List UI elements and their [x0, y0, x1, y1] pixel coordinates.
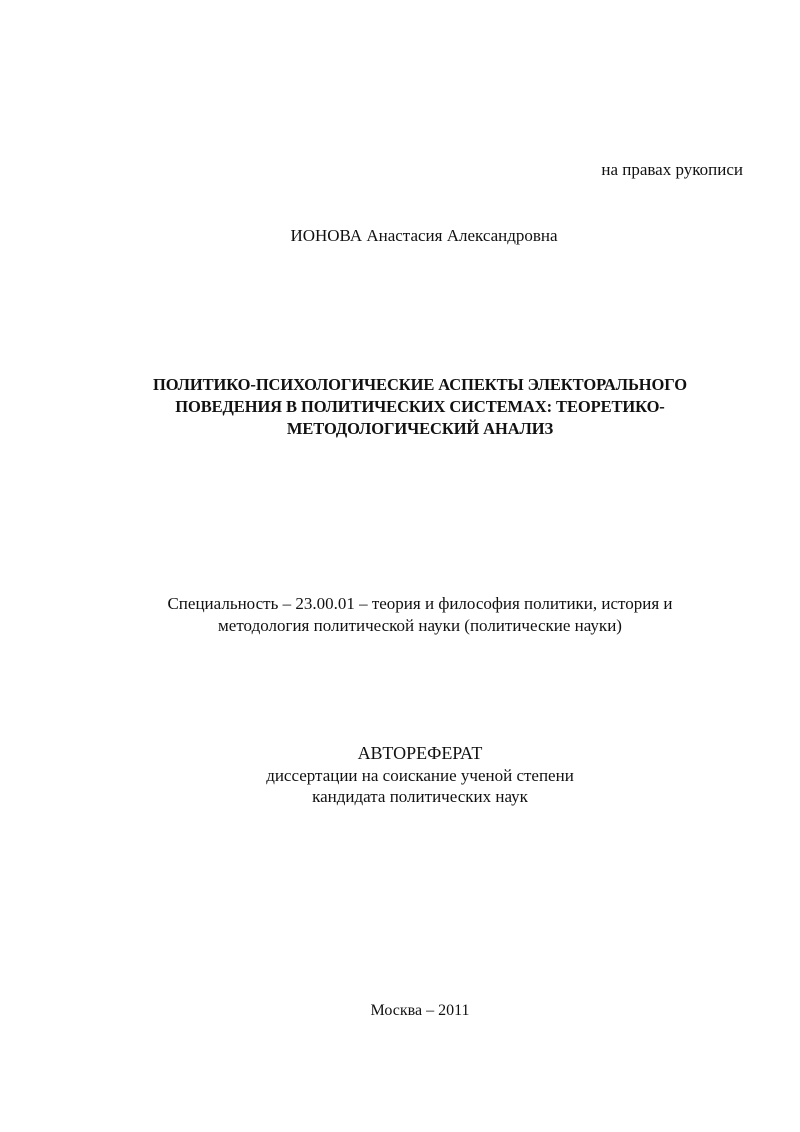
title-line: МЕТОДОЛОГИЧЕСКИЙ АНАЛИЗ [286, 419, 554, 438]
specialty-line: методология политической науки (политические науки) [218, 616, 622, 635]
specialty-line: Специальность – 23.00.01 – теория и философия политики, история и [167, 594, 673, 613]
rights-note: на правах рукописи [601, 160, 743, 179]
abstract-line: диссертации на соискание ученой степени [266, 766, 574, 785]
abstract-heading: АВТОРЕФЕРАТ [357, 743, 483, 763]
dissertation-title [100, 374, 740, 440]
author-name: ИОНОВА Анастасия Александровна [290, 226, 558, 245]
abstract-block [100, 741, 740, 807]
title-line: ПОВЕДЕНИЯ В ПОЛИТИЧЕСКИХ СИСТЕМАХ: ТЕОРЕТИКО- [175, 397, 665, 416]
specialty-block [100, 593, 740, 637]
abstract-line: кандидата политических наук [312, 787, 528, 806]
title-line: ПОЛИТИКО-ПСИХОЛОГИЧЕСКИЕ АСПЕКТЫ ЭЛЕКТОРАЛЬНОГО [153, 375, 687, 394]
city-year: Москва – 2011 [370, 1002, 470, 1019]
